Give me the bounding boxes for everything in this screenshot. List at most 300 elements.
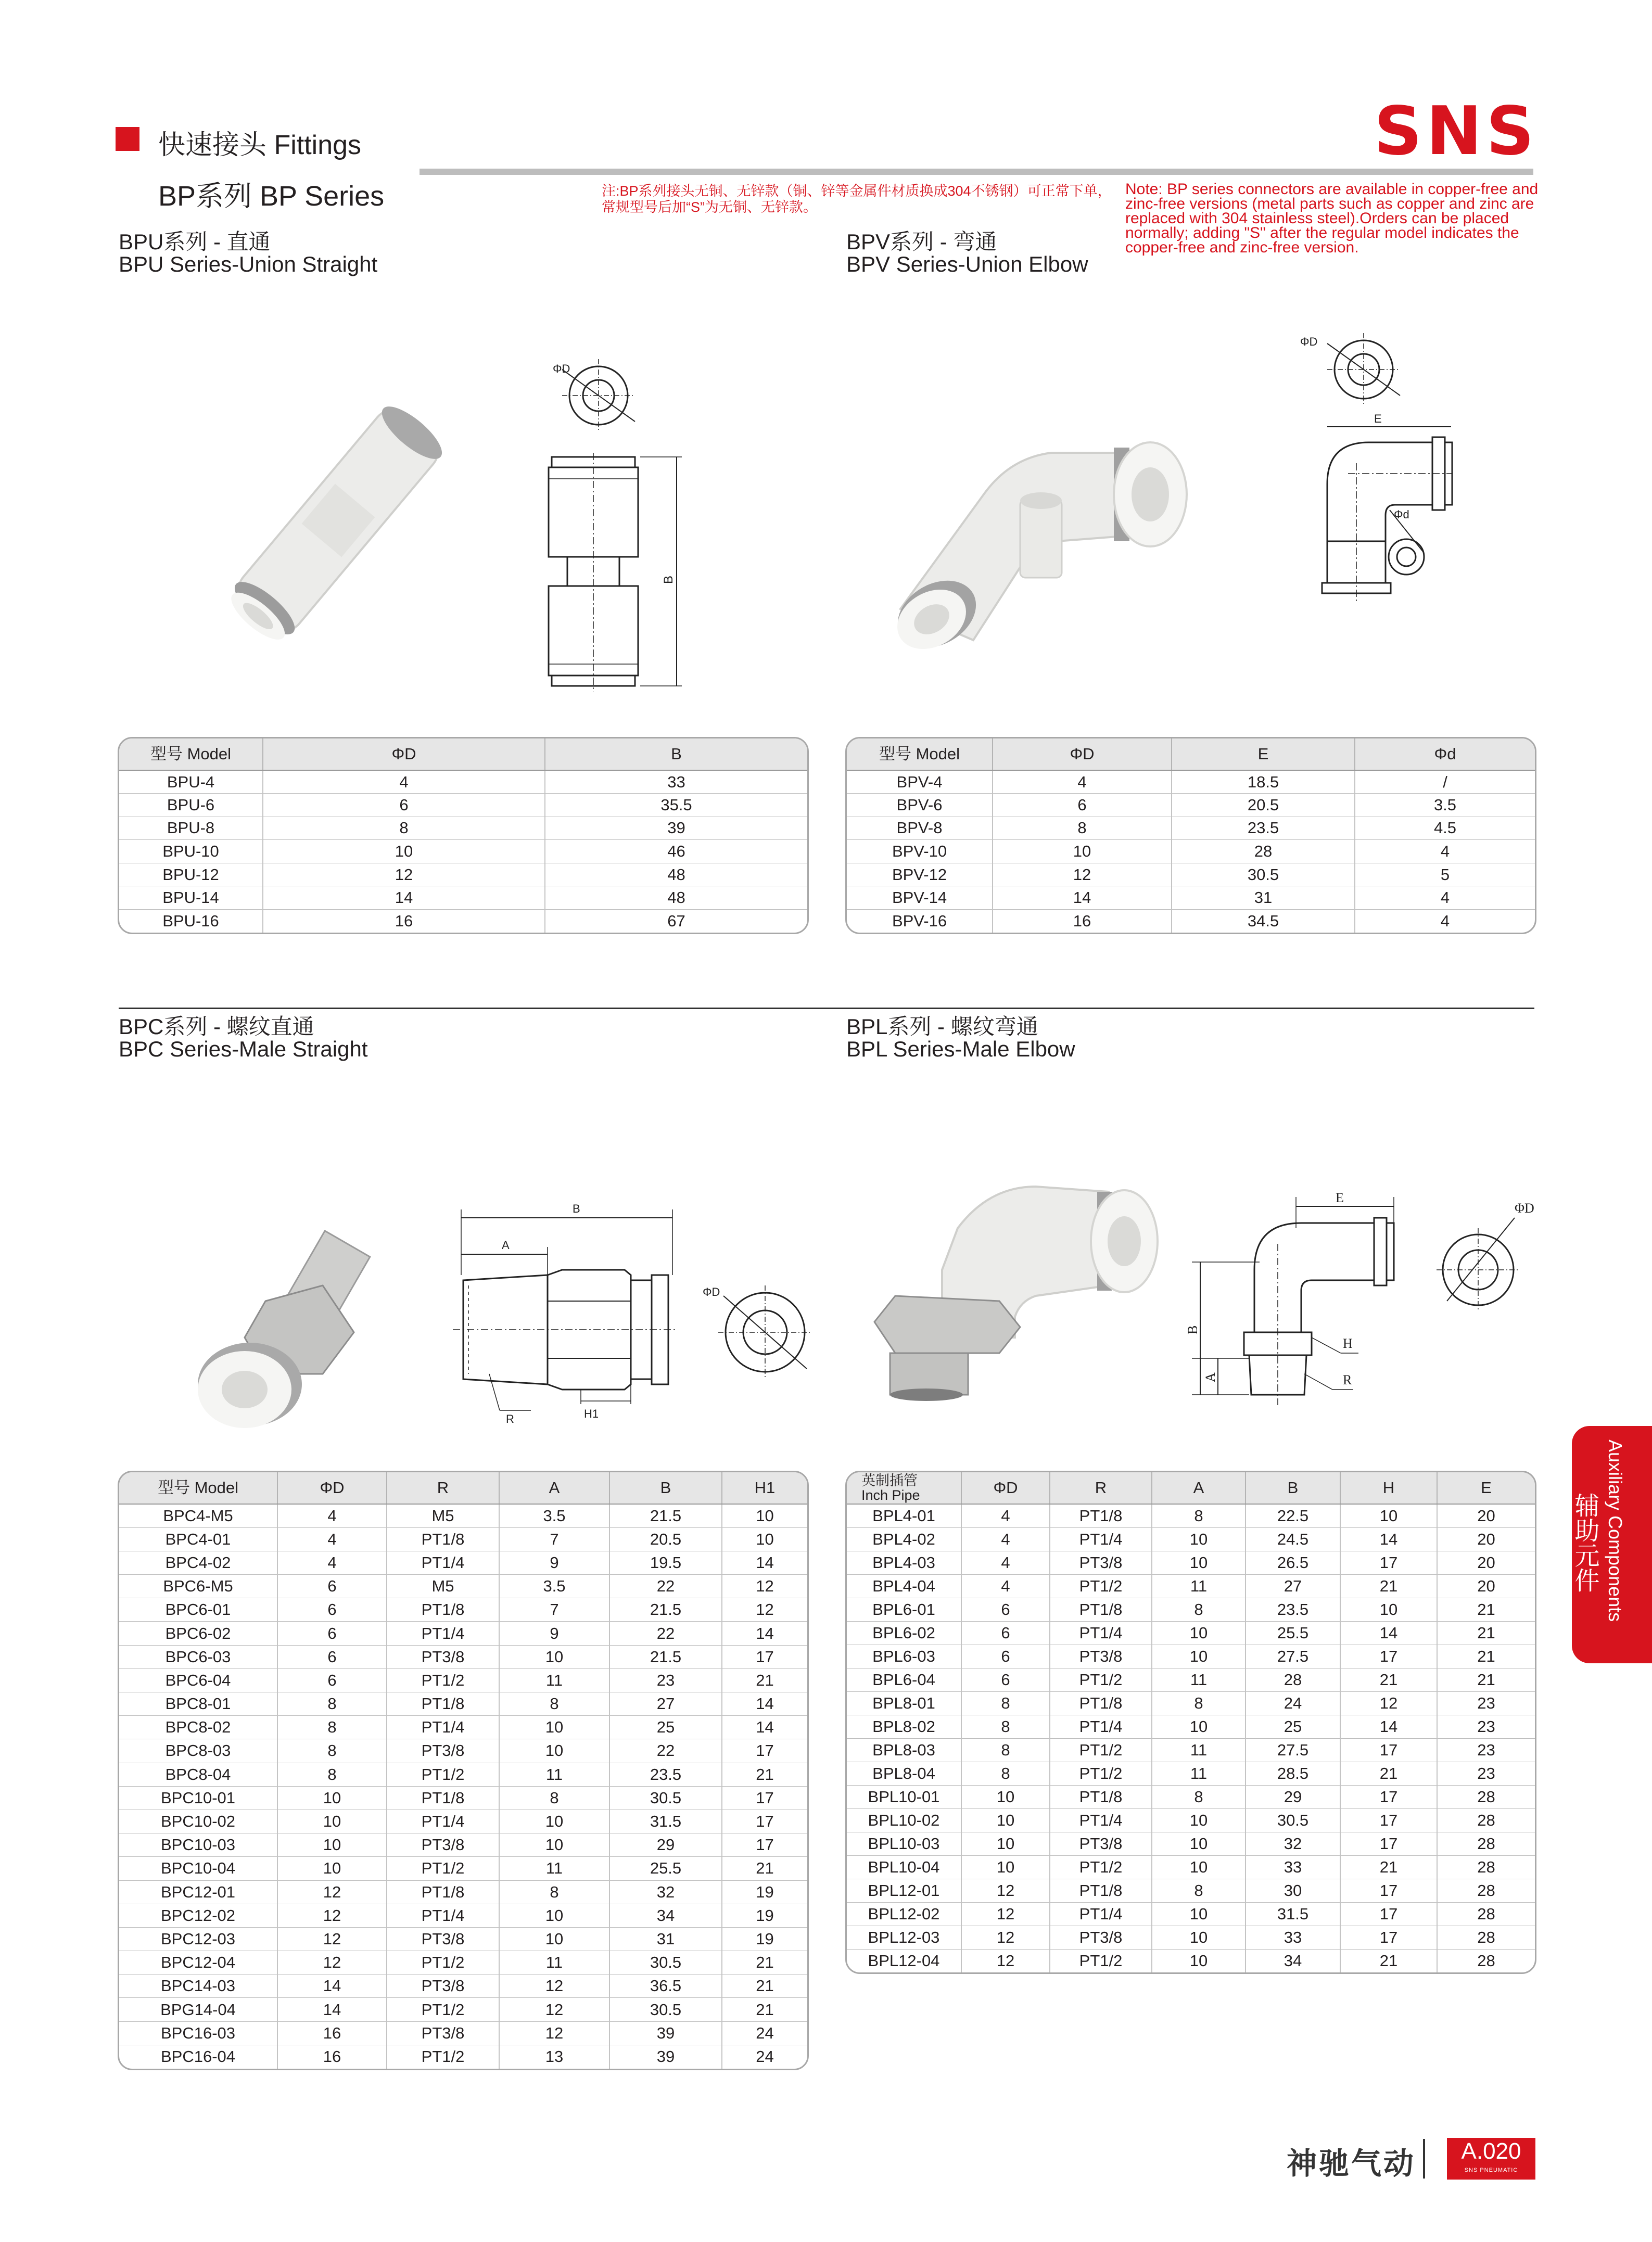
bpl-dim-d: ΦD — [1515, 1201, 1534, 1216]
bpv-table-cell: 20.5 — [1172, 794, 1355, 817]
bpv-table-cell: 23.5 — [1172, 817, 1355, 840]
bpl-table-cell: PT1/4 — [1050, 1808, 1152, 1832]
bpc-table-cell: 10 — [499, 1927, 609, 1951]
bpl-table-cell: 23 — [1437, 1738, 1535, 1762]
bpl-col-header: ΦD — [961, 1472, 1050, 1504]
bpc-table-cell: 21 — [722, 1857, 807, 1880]
bpl-table-row — [847, 1855, 1535, 1879]
bpc-table-cell: 19.5 — [609, 1551, 722, 1574]
bpc-table-row — [119, 1951, 807, 1975]
bpc-table-cell: 29 — [609, 1833, 722, 1857]
bpl-table-row — [847, 1645, 1535, 1668]
bpv-table-row — [847, 794, 1535, 817]
bpl-table-cell: 24.5 — [1246, 1527, 1340, 1551]
bpl-table-cell: 28.5 — [1246, 1762, 1340, 1785]
bpl-table-cell: 29 — [1246, 1785, 1340, 1808]
bpc-table-cell: 10 — [499, 1904, 609, 1927]
bpl-table-row — [847, 1785, 1535, 1808]
bpv-title-cn: BPV系列 - 弯通 — [846, 230, 997, 254]
bpl-table-cell: 10 — [1152, 1855, 1246, 1879]
bpl-table-cell: 28 — [1437, 1949, 1535, 1972]
bpc-table-cell: 6 — [277, 1575, 387, 1598]
bpl-table-cell: 20 — [1437, 1574, 1535, 1598]
bpl-table-cell: 33 — [1246, 1926, 1340, 1949]
bpl-dim-h: H — [1343, 1336, 1353, 1351]
bpc-table-cell: PT1/2 — [387, 1763, 499, 1786]
bpc-table-cell: BPC16-03 — [119, 2021, 277, 2045]
bpu-table-cell: 33 — [545, 770, 807, 794]
page-number: A.020 — [1461, 2138, 1521, 2164]
bpl-table-cell: 28 — [1437, 1832, 1535, 1855]
bpc-table-row — [119, 1645, 807, 1668]
bpc-table-cell: PT1/2 — [387, 1998, 499, 2021]
bpc-table-cell: 8 — [277, 1716, 387, 1739]
bpl-table-cell: 20 — [1437, 1527, 1535, 1551]
bpc-col-header: H1 — [722, 1472, 807, 1504]
side-tab-en: Auxiliary Components — [1605, 1440, 1626, 1622]
bpv-table-row — [847, 863, 1535, 886]
bpc-table-cell: 10 — [722, 1527, 807, 1551]
bpc-table-cell: PT1/4 — [387, 1551, 499, 1574]
bpl-table-cell: BPL10-02 — [847, 1808, 961, 1832]
bpl-table-cell: 23 — [1437, 1715, 1535, 1738]
bpu-title-en: BPU Series-Union Straight — [119, 252, 378, 276]
bpl-table-cell: 23 — [1437, 1762, 1535, 1785]
bpc-dim-b: B — [573, 1202, 580, 1215]
bpc-table-cell: 7 — [499, 1527, 609, 1551]
bpv-col-header: 型号 Model — [847, 738, 993, 770]
bpl-table-cell: 10 — [961, 1832, 1050, 1855]
bpl-title-cn: BPL系列 - 螺纹弯通 — [846, 1014, 1038, 1039]
bpl-table-cell: BPL10-03 — [847, 1832, 961, 1855]
bpc-table-cell: 39 — [609, 2021, 722, 2045]
bpc-table-cell: PT3/8 — [387, 1739, 499, 1763]
bpu-table-row — [119, 840, 807, 863]
bpv-table-cell: 30.5 — [1172, 863, 1355, 886]
bpu-table-cell: BPU-10 — [119, 840, 263, 863]
bpc-table-cell: BPC6-03 — [119, 1645, 277, 1668]
bpu-table-cell: 8 — [263, 817, 545, 840]
bpl-table-cell: BPL8-03 — [847, 1738, 961, 1762]
bpl-table-cell: 23.5 — [1246, 1598, 1340, 1621]
bpl-table-cell: 6 — [961, 1598, 1050, 1621]
bpc-table-cell: 22 — [609, 1575, 722, 1598]
bpl-table-cell: 10 — [1340, 1598, 1437, 1621]
bpc-col-header: R — [387, 1472, 499, 1504]
bpc-table-cell: 21 — [722, 1975, 807, 1998]
bpl-table-cell: 14 — [1340, 1527, 1437, 1551]
bpv-col-header: ΦD — [993, 738, 1172, 770]
bpv-table-cell: / — [1355, 770, 1535, 794]
bpc-table-cell: 17 — [722, 1739, 807, 1763]
bpv-dimension-drawing — [1270, 333, 1478, 635]
bpc-table-cell: 11 — [499, 1857, 609, 1880]
bpl-dim-e: E — [1336, 1190, 1344, 1205]
bpl-table-cell: PT1/8 — [1050, 1504, 1152, 1527]
bpl-table-cell: 21 — [1437, 1645, 1535, 1668]
bpc-title-cn: BPC系列 - 螺纹直通 — [119, 1014, 314, 1039]
bpu-table-cell: 67 — [545, 910, 807, 933]
bpc-table-cell: 30.5 — [609, 1998, 722, 2021]
category-title: 快速接头 Fittings — [158, 130, 362, 160]
bpc-table-cell: 4 — [277, 1551, 387, 1574]
bpc-table-cell: 12 — [277, 1951, 387, 1975]
bpc-table-cell: BPC8-01 — [119, 1692, 277, 1716]
bpc-table-cell: 27 — [609, 1692, 722, 1716]
bpl-table-cell: 8 — [961, 1762, 1050, 1785]
section-divider — [119, 1008, 1534, 1009]
bpl-table-cell: 8 — [1152, 1691, 1246, 1715]
bpc-table-cell: 10 — [277, 1786, 387, 1810]
bpl-table-cell: 17 — [1340, 1808, 1437, 1832]
bpc-table-cell: 10 — [499, 1810, 609, 1833]
bpl-table-cell: 11 — [1152, 1668, 1246, 1691]
bpc-table-cell: 3.5 — [499, 1575, 609, 1598]
bpl-table-row — [847, 1551, 1535, 1574]
bpc-col-header: ΦD — [277, 1472, 387, 1504]
bpu-table-cell: 39 — [545, 817, 807, 840]
bpl-table-cell: 14 — [1340, 1621, 1437, 1645]
bpl-table-row — [847, 1691, 1535, 1715]
bpl-table-cell: 10 — [1152, 1949, 1246, 1972]
bpu-table-row — [119, 817, 807, 840]
bpc-table-cell: BPC4-02 — [119, 1551, 277, 1574]
bpc-table-cell: 10 — [499, 1645, 609, 1668]
bpl-table-cell: 32 — [1246, 1832, 1340, 1855]
bpv-table-cell: 5 — [1355, 863, 1535, 886]
bpl-table-cell: BPL12-04 — [868, 1951, 940, 1970]
bpl-table-cell: 21 — [1437, 1668, 1535, 1691]
bpu-table-cell: 14 — [263, 886, 545, 910]
bpv-table-row — [847, 770, 1535, 794]
bpc-table-row — [119, 1692, 807, 1716]
title-rule — [420, 169, 1533, 175]
bpv-dim-d: Φd — [1394, 508, 1409, 521]
bpu-table-cell: BPU-6 — [119, 794, 263, 817]
bpc-dim-h1: H1 — [584, 1407, 599, 1420]
bpu-table-cell: BPU-4 — [119, 770, 263, 794]
bpc-table-cell: BPC10-01 — [119, 1786, 277, 1810]
note-chinese: 注:BP系列接头无铜、无锌款（铜、锌等金属件材质换成304不锈钢）可正常下单，常规型号后加“S”为无铜、无锌款。 — [602, 183, 1112, 215]
bpc-table-row — [119, 1998, 807, 2021]
bpv-table-cell: 4 — [993, 770, 1172, 794]
bpc-table-cell: 21 — [722, 1951, 807, 1975]
bpl-col-header: R — [1050, 1472, 1152, 1504]
bpv-product-photo — [880, 411, 1192, 656]
bpv-table-row — [847, 817, 1535, 840]
bpl-table-cell: BPL12-03 — [847, 1926, 961, 1949]
bpl-table-cell: 17 — [1340, 1645, 1437, 1668]
bpc-table-cell: 10 — [499, 1716, 609, 1739]
bpl-table-cell: 10 — [1152, 1551, 1246, 1574]
bpl-table-cell: BPL10-04 — [847, 1855, 961, 1879]
bpc-table-cell: 17 — [722, 1810, 807, 1833]
bpc-col-header: B — [609, 1472, 722, 1504]
bpc-table-cell: 17 — [722, 1645, 807, 1668]
bpl-table-row — [847, 1668, 1535, 1691]
bpc-table-cell: 30.5 — [609, 1786, 722, 1810]
bpu-table-cell: 4 — [263, 770, 545, 794]
bpl-table-cell: 10 — [1152, 1645, 1246, 1668]
bpl-table-cell: PT1/4 — [1050, 1715, 1152, 1738]
bpl-table-cell: BPL6-02 — [847, 1621, 961, 1645]
bpc-product-photo — [187, 1239, 385, 1436]
category-marker — [116, 127, 139, 151]
bpl-table-cell: PT1/2 — [1050, 1949, 1152, 1972]
bpc-table-cell: 6 — [277, 1645, 387, 1668]
bpl-table-cell: 12 — [961, 1926, 1050, 1949]
bpc-table-cell: 12 — [722, 1598, 807, 1622]
bpc-table-cell: 9 — [499, 1622, 609, 1645]
bpl-dimension-drawing — [1176, 1187, 1541, 1410]
bpc-table-cell: 23.5 — [609, 1763, 722, 1786]
bpl-table-cell: PT1/8 — [1050, 1598, 1152, 1621]
bpc-table-cell: M5 — [387, 1575, 499, 1598]
bpl-table-cell: 21 — [1340, 1574, 1437, 1598]
bpc-table-cell: BPC8-04 — [119, 1763, 277, 1786]
bpl-table-cell: BPL8-01 — [847, 1691, 961, 1715]
bpv-dim-e: E — [1374, 412, 1382, 425]
bpc-table-row — [119, 2045, 807, 2068]
bpc-table-cell: 31.5 — [609, 1810, 722, 1833]
bpl-table-cell: 4 — [961, 1504, 1050, 1527]
bpl-table-cell: 21 — [1340, 1855, 1437, 1879]
bpl-table-cell: 10 — [1152, 1926, 1246, 1949]
bpl-table-cell: 6 — [961, 1668, 1050, 1691]
bpc-table-cell: 3.5 — [499, 1504, 609, 1527]
bpc-table-cell: PT1/8 — [387, 1527, 499, 1551]
bpc-table-cell: BPC6-M5 — [119, 1575, 277, 1598]
bpc-table-cell: PT3/8 — [387, 1645, 499, 1668]
bpu-table-cell: BPU-8 — [119, 817, 263, 840]
bpc-table-row — [119, 1975, 807, 1998]
bpc-table-cell: BPC12-04 — [119, 1951, 277, 1975]
bpc-table-cell: BPC8-02 — [119, 1716, 277, 1739]
bpu-table-row — [119, 794, 807, 817]
bpc-table-cell: 6 — [277, 1598, 387, 1622]
bpc-table-cell: PT3/8 — [387, 1927, 499, 1951]
bpc-table-cell: PT1/8 — [387, 1786, 499, 1810]
bpl-table-cell: 4 — [961, 1551, 1050, 1574]
bpl-table-cell: PT1/8 — [1050, 1691, 1152, 1715]
bpl-table-cell: BPL6-03 — [847, 1645, 961, 1668]
bpv-title-en: BPV Series-Union Elbow — [846, 252, 1088, 276]
bpv-table-cell: 34.5 — [1172, 910, 1355, 933]
bpc-table-cell: 4 — [277, 1527, 387, 1551]
bpc-table-row — [119, 1927, 807, 1951]
bpc-table-cell: PT1/4 — [387, 1904, 499, 1927]
bpl-table-cell: 6 — [961, 1645, 1050, 1668]
bpv-table-cell: BPV-8 — [847, 817, 993, 840]
bpl-table-cell: 10 — [1152, 1527, 1246, 1551]
bpc-table-cell: BPC6-04 — [119, 1668, 277, 1692]
bpc-table-cell: 34 — [609, 1904, 722, 1927]
bpc-table-cell: 21.5 — [609, 1598, 722, 1622]
bpl-table-cell: PT3/8 — [1050, 1926, 1152, 1949]
bpc-table-cell: 14 — [722, 1692, 807, 1716]
bpc-table-cell: 14 — [722, 1716, 807, 1739]
side-tab-cn: 辅助元件 — [1571, 1493, 1598, 1593]
bpc-table-row — [119, 1880, 807, 1904]
bpc-table-cell: 8 — [277, 1692, 387, 1716]
bpu-table-row — [119, 770, 807, 794]
series-title: BP系列 BP Series — [158, 181, 385, 212]
bpc-table-cell: 12 — [499, 1998, 609, 2021]
bpu-table-row — [119, 910, 807, 933]
bpu-table-cell: BPU-16 — [162, 912, 219, 931]
bpl-table-cell: BPL6-01 — [847, 1598, 961, 1621]
bpl-table-cell: PT1/4 — [1050, 1621, 1152, 1645]
bpl-table-cell: BPL12-02 — [847, 1902, 961, 1926]
bpc-table-cell: 12 — [499, 1975, 609, 1998]
bpc-table-cell: 22 — [609, 1622, 722, 1645]
bpl-table-cell: BPL4-03 — [847, 1551, 961, 1574]
bpl-table-cell: 12 — [961, 1879, 1050, 1902]
bpc-table-row — [119, 1575, 807, 1598]
bpc-table-cell: 8 — [499, 1786, 609, 1810]
bpc-table-row — [119, 1739, 807, 1763]
bpc-table-cell: PT3/8 — [387, 2021, 499, 2045]
bpc-table-row — [119, 1857, 807, 1880]
bpc-table-cell: PT1/8 — [387, 1598, 499, 1622]
bpc-table-cell: 10 — [277, 1810, 387, 1833]
bpv-table-cell: 16 — [993, 910, 1172, 933]
bpl-table-cell: 12 — [961, 1949, 1050, 1972]
bpl-table-cell: 31.5 — [1246, 1902, 1340, 1926]
bpl-table-row — [847, 1762, 1535, 1785]
bpl-table-cell: 8 — [961, 1715, 1050, 1738]
bpu-spec-table — [118, 737, 809, 934]
bpl-table-cell: 10 — [1340, 1504, 1437, 1527]
bpc-dim-d: ΦD — [703, 1285, 720, 1298]
bpc-col-header: 型号 Model — [119, 1472, 277, 1504]
bpl-table-cell: PT1/4 — [1050, 1902, 1152, 1926]
page-brand-sub: SNS PNEUMATIC — [1464, 2167, 1518, 2173]
bpc-table-row — [119, 1786, 807, 1810]
bpl-table-cell: 8 — [1152, 1879, 1246, 1902]
bpc-table-cell: 19 — [722, 1904, 807, 1927]
bpl-table-row — [847, 1926, 1535, 1949]
bpl-table-cell: 26.5 — [1246, 1551, 1340, 1574]
bpc-table-row — [119, 1551, 807, 1574]
bpl-table-cell: 10 — [1152, 1715, 1246, 1738]
bpl-table-row — [847, 1949, 1535, 1972]
bpl-table-cell: 17 — [1340, 1832, 1437, 1855]
bpl-table-cell: 10 — [961, 1785, 1050, 1808]
bpc-table-cell: BPC8-03 — [119, 1739, 277, 1763]
bpl-table-cell: 4 — [961, 1574, 1050, 1598]
bpc-table-cell: BPC12-02 — [119, 1904, 277, 1927]
bpl-table-cell: 20 — [1437, 1551, 1535, 1574]
bpc-table-cell: 23 — [609, 1668, 722, 1692]
bpc-table-cell: BPC14-03 — [119, 1975, 277, 1998]
bpl-table-cell: PT1/2 — [1050, 1762, 1152, 1785]
bpl-table-cell: 20 — [1437, 1504, 1535, 1527]
bpl-table-cell: 28 — [1437, 1855, 1535, 1879]
bpu-table-cell: 48 — [545, 886, 807, 910]
bpc-table-cell: PT1/2 — [387, 1668, 499, 1692]
bpc-table-cell: 12 — [277, 1880, 387, 1904]
bpl-table-cell: 21 — [1437, 1598, 1535, 1621]
bpl-dim-r: R — [1343, 1372, 1352, 1387]
bpv-table-cell: 4 — [1355, 840, 1535, 863]
bpl-table-cell: 21 — [1340, 1762, 1437, 1785]
bpl-table-cell: PT3/8 — [1050, 1645, 1152, 1668]
bpl-table-cell: 8 — [1152, 1598, 1246, 1621]
bpc-table-cell: BPC6-02 — [119, 1622, 277, 1645]
bpc-table-cell: 21.5 — [609, 1645, 722, 1668]
bpl-table-cell: PT1/2 — [1050, 1855, 1152, 1879]
bpl-col-header: H — [1340, 1472, 1437, 1504]
bpl-table-cell: 10 — [961, 1808, 1050, 1832]
bpl-table-cell: 6 — [961, 1621, 1050, 1645]
bpc-col-header: A — [499, 1472, 609, 1504]
bpl-table-cell: PT1/2 — [1050, 1738, 1152, 1762]
bpl-table-cell: PT3/8 — [1050, 1551, 1152, 1574]
bpv-table-cell: 10 — [993, 840, 1172, 863]
bpl-table-row — [847, 1621, 1535, 1645]
bpc-table-cell: 17 — [722, 1833, 807, 1857]
bpl-table-cell: 11 — [1152, 1574, 1246, 1598]
bpc-table-cell: PT3/8 — [387, 1833, 499, 1857]
bpl-table-cell: 28 — [1246, 1668, 1340, 1691]
bpv-dim-D: ΦD — [1300, 335, 1318, 348]
bpl-table-cell: 17 — [1340, 1902, 1437, 1926]
bpc-table-cell: 14 — [277, 1998, 387, 2021]
bpc-table-row — [119, 1833, 807, 1857]
bpc-table-cell: 17 — [722, 1786, 807, 1810]
bpc-table-cell: 7 — [499, 1598, 609, 1622]
bpl-table-cell: 10 — [1152, 1902, 1246, 1926]
bpv-table-cell: 12 — [993, 863, 1172, 886]
bpc-table-row — [119, 1904, 807, 1927]
bpc-table-row — [119, 1622, 807, 1645]
bpc-table-cell: 14 — [277, 1975, 387, 1998]
bpl-table-cell: PT1/8 — [1050, 1879, 1152, 1902]
bpv-table-row — [847, 910, 1535, 933]
bpv-table-row — [847, 886, 1535, 910]
bpl-table-cell: 4 — [961, 1527, 1050, 1551]
bpl-table-row — [847, 1527, 1535, 1551]
bpl-table-cell: 21 — [1340, 1949, 1437, 1972]
bpv-table-cell: BPV-12 — [847, 863, 993, 886]
bpc-table-cell: 10 — [499, 1833, 609, 1857]
bpl-table-cell: 27.5 — [1246, 1645, 1340, 1668]
footer-brand: 神驰气动 — [1287, 2146, 1416, 2181]
bpc-table-row — [119, 1527, 807, 1551]
bpl-table-cell: 17 — [1340, 1926, 1437, 1949]
note-english: Note: BP series connectors are available in copper-free and zinc-free versions (metal parts such as copper and zinc are replaced with 304 stainless steel).Orders can be placed normally; adding "S" after the regular model indicates the copper-free and zinc-free version. — [1125, 181, 1539, 256]
bpu-table-cell: 10 — [263, 840, 545, 863]
bpc-table-cell: BPC4-M5 — [119, 1504, 277, 1527]
bpc-table-cell: 16 — [277, 2021, 387, 2045]
bpc-table-cell: PT1/4 — [387, 1716, 499, 1739]
bpc-table-cell: BPC10-03 — [119, 1833, 277, 1857]
bpl-table-cell: 24 — [1246, 1691, 1340, 1715]
bpl-table-cell: 28 — [1437, 1926, 1535, 1949]
bpl-table-cell: 25.5 — [1246, 1621, 1340, 1645]
bpl-table-cell: BPL6-04 — [847, 1668, 961, 1691]
bpl-table-cell: BPL8-02 — [847, 1715, 961, 1738]
bpl-title-en: BPL Series-Male Elbow — [846, 1037, 1075, 1061]
bpv-col-header: E — [1172, 738, 1355, 770]
bpc-table-cell: 21 — [722, 1998, 807, 2021]
bpu-table-cell: 12 — [263, 863, 545, 886]
bpc-table-cell: 12 — [722, 1575, 807, 1598]
bpv-table-cell: 28 — [1172, 840, 1355, 863]
bpc-table-cell: 6 — [277, 1622, 387, 1645]
bpu-table-cell: BPU-12 — [119, 863, 263, 886]
